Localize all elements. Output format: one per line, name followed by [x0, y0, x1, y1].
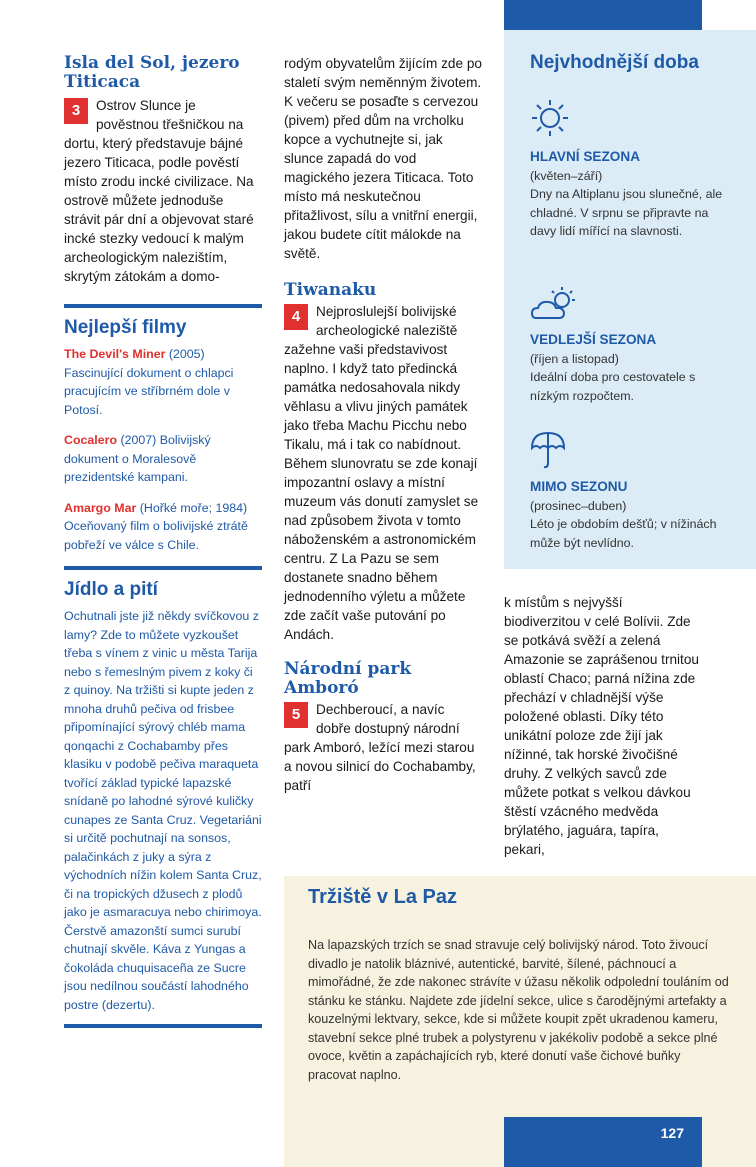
film-item: The Devil's Miner (2005) Fascinující dokument o chlapci pracujícím ve stříbrném dole v Potosí. — [64, 347, 234, 417]
section-divider — [64, 304, 262, 308]
tiwanaku-heading: Tiwanaku — [284, 280, 377, 300]
amboro-continued-text: k místům s nejvyšší biodiverzitou v celé Bolívii. Zde se potkává svěží a zelená Amazonie se zaprášenou trnitou oblastí Chaco; parná nížina zde přechází v chladnější výše položené oblasti. Díky této unikátní poloze zde žijí jak nížinné, tak horské živočišné druhy. Z velkých savců zde můžete potkat s velkou dávkou štěstí vzácného medvěda brýlatého, jaguára, tapíra, pekari, — [504, 595, 699, 857]
isla-del-sol-heading: Isla del Sol, jezero Titicaca — [64, 53, 240, 92]
column-3 — [504, 593, 702, 859]
page-number-bar — [504, 1117, 702, 1167]
best-time-heading: Nejvhodnější doba — [530, 52, 699, 73]
section-divider — [64, 1024, 262, 1028]
isla-continued-text: rodým obyvatelům žijícím zde po staletí svým neměnným životem. K večeru se posaďte s cervezou (pivem) před dům na vrcholku kopce a vychutnejte si, jak slunce zapadá do vod magického jezera Titicaca. Toto místo má neskutečnou přitažlivost, sílu a vnitřní energii, jakou budete cítit málokde na světě. — [284, 56, 482, 261]
market-text: Na lapazských trzích se snad stravuje celý bolivijský národ. Toto živoucí divadlo je natolik bláznivé, autentické, barvité, šílené, páchnoucí a mimořádné, že zde nakonec strávíte v úžasu několik odpolední touláním od stánku ke stánku. Najdete zde jídelní sekce, ulice s čarodějnými artefakty a kouzelnými lektvary, sekce, kde si můžete koupit zpět ukradenou kameru, stavební sekce plné trubek a polystyrenu v jakékoliv podobě a sekce plné ovoce, květin a zapáchajících ryb, které donutí vaše čichové buňky pracovat naplno. — [308, 938, 729, 1082]
off-season: MIMO SEZONU (prosinec–duben) Léto je obdobím dešťů; v nížinách může být nevlídno. — [530, 479, 717, 550]
sun-icon — [530, 98, 570, 138]
film-item: Amargo Mar (Hořké moře; 1984) Oceňovaný film o bolivijské ztrátě pobřeží ve válce s Chile. — [64, 500, 248, 552]
films-list — [64, 345, 262, 554]
best-time-panel — [504, 30, 756, 569]
number-badge-3: 3 — [64, 98, 88, 124]
tiwanaku-text: Nejproslulejší bolivijské archeologické naleziště zažehne vaši představivost naplno. I když tato předincká památka nedosahovala nikdy věhlasu a vlivu jiných památek jako třeba Machu Picchu nebo Tikalu, má i tak co nabídnout. Během slunovratu se zde konají impozantní oslavy a místní muzeum vás donutí zamyslet se nad způsobem života v tomto náboženském a astronomickém centru. Z La Pazu se sem dostanete snadno během jednodenního výletu a můžete zde začít vaše putování po Andách. — [284, 304, 479, 642]
column-2 — [284, 54, 482, 795]
secondary-season: VEDLEJŠÍ SEZONA (říjen a listopad) Ideální doba pro cestovatele s nízkým rozpočtem. — [530, 332, 696, 403]
main-season: HLAVNÍ SEZONA (květen–září) Dny na Altiplanu jsou slunečné, ale chladné. V srpnu se připravte na davy lidí mířící na slavnosti. — [530, 149, 723, 238]
isla-del-sol-section — [64, 96, 262, 286]
amboro-heading: Národní park Amboró — [284, 659, 412, 698]
food-text: Ochutnali jste již někdy svíčkovou z lamy? Zde to můžete vyzkoušet třeba s vínem z vinic u města Tarija nebo s řemeslným pivem z koky či z quinoy. Na tržišti si kupte jeden z mnoha druhů pečiva od frisbee připomínající sýrový chléb mama qonqachi z Cochabamby přes klasiku v podobě pečiva maraqueta tvořící základ typické lapazské snídaně po lahodné sýrové kuličky cunapes ze Santa Cruz. Vegetariáni si určitě pochutnají na sonsos, palačinkách z juky a sýra z východních nížin kolem Santa Cruz, či na tropických džusech z plodů jako je asmaracuya nebo chirimoya. Čerstvě amazonští sumci surubí chutnají skvěle. Káva z Yungas a čokoláda chuquisaceña ze Sucre jsou nedílnou součástí lahodného postre (dezertu). — [64, 609, 262, 1012]
number-badge-4: 4 — [284, 304, 308, 330]
number-badge-5: 5 — [284, 702, 308, 728]
isla-del-sol-text: Ostrov Slunce je pověstnou třešničkou na dortu, který představuje bájné jezero Titicaca, podle pověstí místo zrodu incké civilizace. Na ostrově můžete jednoduše strávit pár dní a objevovat staré incké stezky vedoucí k malým archeologickým nalezištím, skrytým zátokám a domo- — [64, 98, 254, 284]
food-heading: Jídlo a pití — [64, 579, 158, 600]
column-1 — [64, 54, 262, 1028]
top-blue-bar — [504, 0, 702, 30]
market-heading: Tržiště v La Paz — [308, 886, 457, 908]
amboro-section — [284, 700, 482, 795]
films-heading: Nejlepší filmy — [64, 317, 187, 338]
umbrella-icon — [530, 430, 566, 470]
sun-cloud-icon — [530, 286, 580, 322]
page-number: 127 — [660, 1125, 684, 1141]
film-item: Cocalero (2007) Bolivijský dokument o Moralesově prezidentské kampani. — [64, 433, 211, 484]
section-divider — [64, 566, 262, 570]
amboro-text: Dechberoucí, a navíc dobře dostupný národní park Amboró, ležící mezi starou a novou silnicí do Cochabamby, patří — [284, 702, 476, 793]
tiwanaku-section — [284, 302, 482, 644]
